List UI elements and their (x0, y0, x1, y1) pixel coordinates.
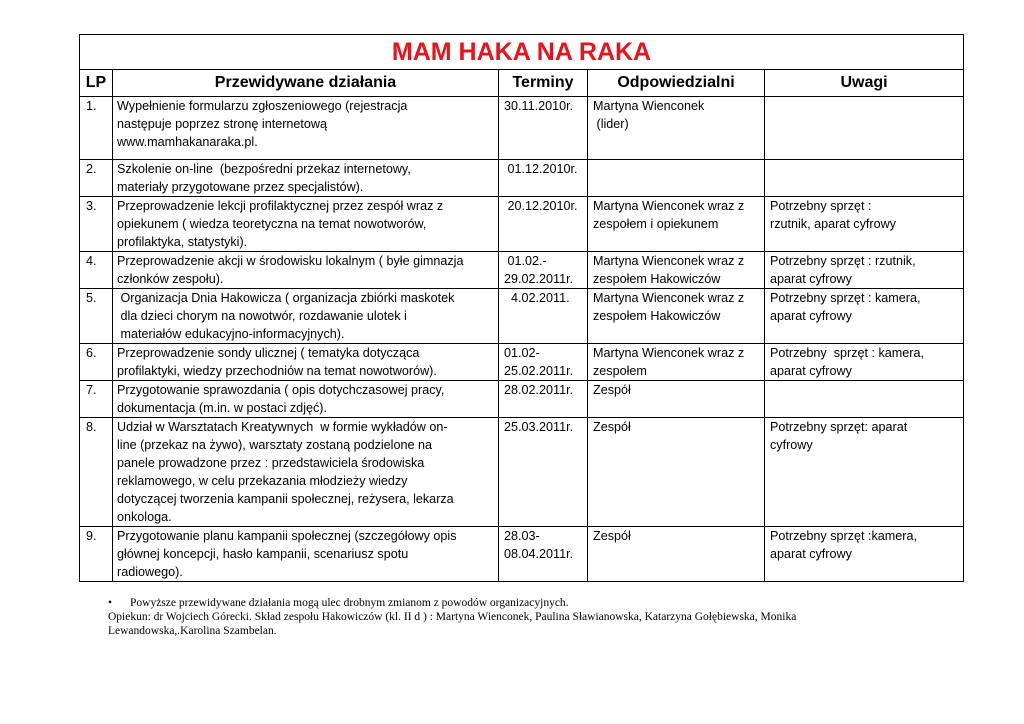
date-cell (499, 527, 588, 582)
action-cell (113, 160, 499, 197)
action-cell (113, 252, 499, 289)
cell-line: głównej koncepcji, hasło kampanii, scenariusz spotu (117, 547, 409, 561)
cell-line: materiały przygotowane przez specjalistów). (117, 180, 364, 194)
cell-line: profilaktyki, wiedzy przechodniów na temat nowotworów). (117, 364, 437, 378)
cell-line: Potrzebny sprzęt : kamera, (770, 346, 924, 360)
cell-line: Martyna Wienconek wraz z (593, 254, 745, 268)
cell-line: Potrzebny sprzęt :kamera, (770, 529, 917, 543)
cell-line: Martyna Wienconek wraz z (593, 346, 745, 360)
cell-line: dotyczącej tworzenia kampanii społecznej, reżysera, lekarza (117, 492, 454, 506)
responsible-cell (588, 527, 765, 582)
cell-line: panele prowadzone przez : przedstawiciela środowiska (117, 456, 425, 470)
cell-line: www.mamhakanaraka.pl. (117, 135, 258, 149)
cell-line: 28.02.2011r. (504, 383, 574, 397)
cell-line: zespołem Hakowiczów (593, 309, 721, 323)
notes-cell (765, 197, 964, 252)
notes-cell (765, 344, 964, 381)
cell-line: Przeprowadzenie akcji w środowisku lokalnym ( byłe gimnazja (117, 254, 464, 268)
cell-line: rzutnik, aparat cyfrowy (770, 217, 896, 231)
notes-cell (765, 97, 964, 160)
table-row (80, 97, 964, 160)
cell-line: Zespół (593, 529, 631, 543)
notes-cell (765, 289, 964, 344)
title-row (80, 35, 964, 70)
row-number: 3. (80, 197, 113, 252)
cell-line: aparat cyfrowy (770, 364, 852, 378)
date-cell (499, 197, 588, 252)
cell-line: onkologa. (117, 510, 172, 524)
row-number: 5. (80, 289, 113, 344)
cell-line: następuje poprzez stronę internetową (117, 117, 328, 131)
responsible-cell (588, 344, 765, 381)
notes-cell (765, 418, 964, 527)
responsible-cell (588, 97, 765, 160)
plan-body (80, 97, 964, 582)
notes-cell (765, 252, 964, 289)
cell-line: 29.02.2011r. (504, 272, 574, 286)
footnote-team-line-continued: Lewandowska,.Karolina Szambelan. (108, 625, 277, 637)
table-row (80, 197, 964, 252)
cell-line: reklamowego, w celu przekazania młodzieży wiedzy (117, 474, 408, 488)
cell-line: Potrzebny sprzęt : rzutnik, (770, 254, 916, 268)
responsible-cell (588, 289, 765, 344)
action-cell (113, 418, 499, 527)
cell-line: cyfrowy (770, 438, 813, 452)
cell-line: członków zespołu). (117, 272, 224, 286)
column-header-notes: Uwagi (765, 70, 964, 97)
cell-line: dokumentacja (m.in. w postaci zdjęć). (117, 401, 327, 415)
date-cell (499, 344, 588, 381)
table-row (80, 289, 964, 344)
action-cell (113, 289, 499, 344)
bullet-icon: • (108, 597, 113, 609)
action-cell (113, 344, 499, 381)
table-row (80, 252, 964, 289)
cell-line: 01.02- (504, 346, 540, 360)
table-row (80, 527, 964, 582)
cell-line: 20.12.2010r. (504, 199, 578, 213)
cell-line: Zespół (593, 383, 631, 397)
responsible-cell (588, 252, 765, 289)
cell-line: aparat cyfrowy (770, 547, 852, 561)
action-cell (113, 97, 499, 160)
cell-line: 01.02.- (504, 254, 547, 268)
table-row (80, 344, 964, 381)
date-cell (499, 418, 588, 527)
table-row (80, 381, 964, 418)
date-cell (499, 252, 588, 289)
cell-line: 01.12.2010r. (504, 162, 578, 176)
page-title: MAM HAKA NA RAKA (80, 35, 964, 70)
action-cell (113, 527, 499, 582)
header-row (80, 70, 964, 97)
cell-line: Szkolenie on-line (bezpośredni przekaz internetowy, (117, 162, 411, 176)
cell-line: 25.02.2011r. (504, 364, 574, 378)
row-number: 8. (80, 418, 113, 527)
cell-line: zespołem (593, 364, 647, 378)
date-cell (499, 381, 588, 418)
cell-line: zespołem Hakowiczów (593, 272, 721, 286)
footnote-bullet-line (108, 596, 569, 611)
responsible-cell (588, 197, 765, 252)
cell-line: Zespół (593, 420, 631, 434)
cell-line: Wypełnienie formularzu zgłoszeniowego (rejestracja (117, 99, 408, 113)
notes-cell (765, 527, 964, 582)
date-cell (499, 97, 588, 160)
cell-line: Potrzebny sprzęt : kamera, (770, 291, 921, 305)
cell-line: 08.04.2011r. (504, 547, 574, 561)
action-cell (113, 381, 499, 418)
cell-line: aparat cyfrowy (770, 309, 852, 323)
footnote-team-line: Opiekun: dr Wojciech Górecki. Skład zespołu Hakowiczów (kl. II d ) : Martyna Wienconek, Paulina Sławianowska, Katarzyna Gołębiewska, Monika (108, 611, 797, 623)
cell-line: Przeprowadzenie lekcji profilaktycznej przez zespół wraz z (117, 199, 444, 213)
cell-line: Przygotowanie planu kampanii społecznej (szczegółowy opis (117, 529, 457, 543)
responsible-cell (588, 381, 765, 418)
row-number: 4. (80, 252, 113, 289)
cell-line: opiekunem ( wiedza teoretyczna na temat nowotworów, (117, 217, 427, 231)
row-number: 6. (80, 344, 113, 381)
responsible-cell (588, 418, 765, 527)
action-cell (113, 197, 499, 252)
cell-line: aparat cyfrowy (770, 272, 852, 286)
responsible-cell (588, 160, 765, 197)
column-header-dates: Terminy (499, 70, 588, 97)
cell-line: Martyna Wienconek wraz z (593, 199, 745, 213)
cell-line: 30.11.2010r. (504, 99, 574, 113)
footnote-bullet-text: Powyższe przewidywane działania mogą ulec drobnym zmianom z powodów organizacyjnych. (130, 597, 569, 609)
cell-line: Potrzebny sprzęt : (770, 199, 872, 213)
cell-line: line (przekaz na żywo), warsztaty zostaną podzielone na (117, 438, 433, 452)
column-header-responsible: Odpowiedzialni (588, 70, 765, 97)
cell-line: 28.03- (504, 529, 540, 543)
cell-line: profilaktyka, statystyki). (117, 235, 248, 249)
cell-line: 25.03.2011r. (504, 420, 574, 434)
cell-line: Organizacja Dnia Hakowicza ( organizacja zbiórki maskotek (117, 291, 455, 305)
cell-line: materiałów edukacyjno-informacyjnych). (117, 327, 345, 341)
table-row (80, 418, 964, 527)
row-number: 2. (80, 160, 113, 197)
row-number: 9. (80, 527, 113, 582)
column-header-lp: LP (80, 70, 113, 97)
notes-cell (765, 381, 964, 418)
cell-line: Przeprowadzenie sondy ulicznej ( tematyka dotycząca (117, 346, 420, 360)
column-header-actions: Przewidywane działania (113, 70, 499, 97)
row-number: 7. (80, 381, 113, 418)
cell-line: Potrzebny sprzęt: aparat (770, 420, 908, 434)
cell-line: radiowego). (117, 565, 183, 579)
cell-line: Udział w Warsztatach Kreatywnych w formie wykładów on- (117, 420, 448, 434)
cell-line: Martyna Wienconek (593, 99, 705, 113)
cell-line: zespołem i opiekunem (593, 217, 719, 231)
row-number: 1. (80, 97, 113, 160)
cell-line: Przygotowanie sprawozdania ( opis dotychczasowej pracy, (117, 383, 445, 397)
date-cell (499, 160, 588, 197)
cell-line: dla dzieci chorym na nowotwór, rozdawanie ulotek i (117, 309, 407, 323)
plan-table (79, 34, 964, 582)
cell-line: Martyna Wienconek wraz z (593, 291, 745, 305)
notes-cell (765, 160, 964, 197)
cell-line: 4.02.2011. (504, 291, 570, 305)
cell-line: (lider) (593, 117, 629, 131)
date-cell (499, 289, 588, 344)
table-row (80, 160, 964, 197)
